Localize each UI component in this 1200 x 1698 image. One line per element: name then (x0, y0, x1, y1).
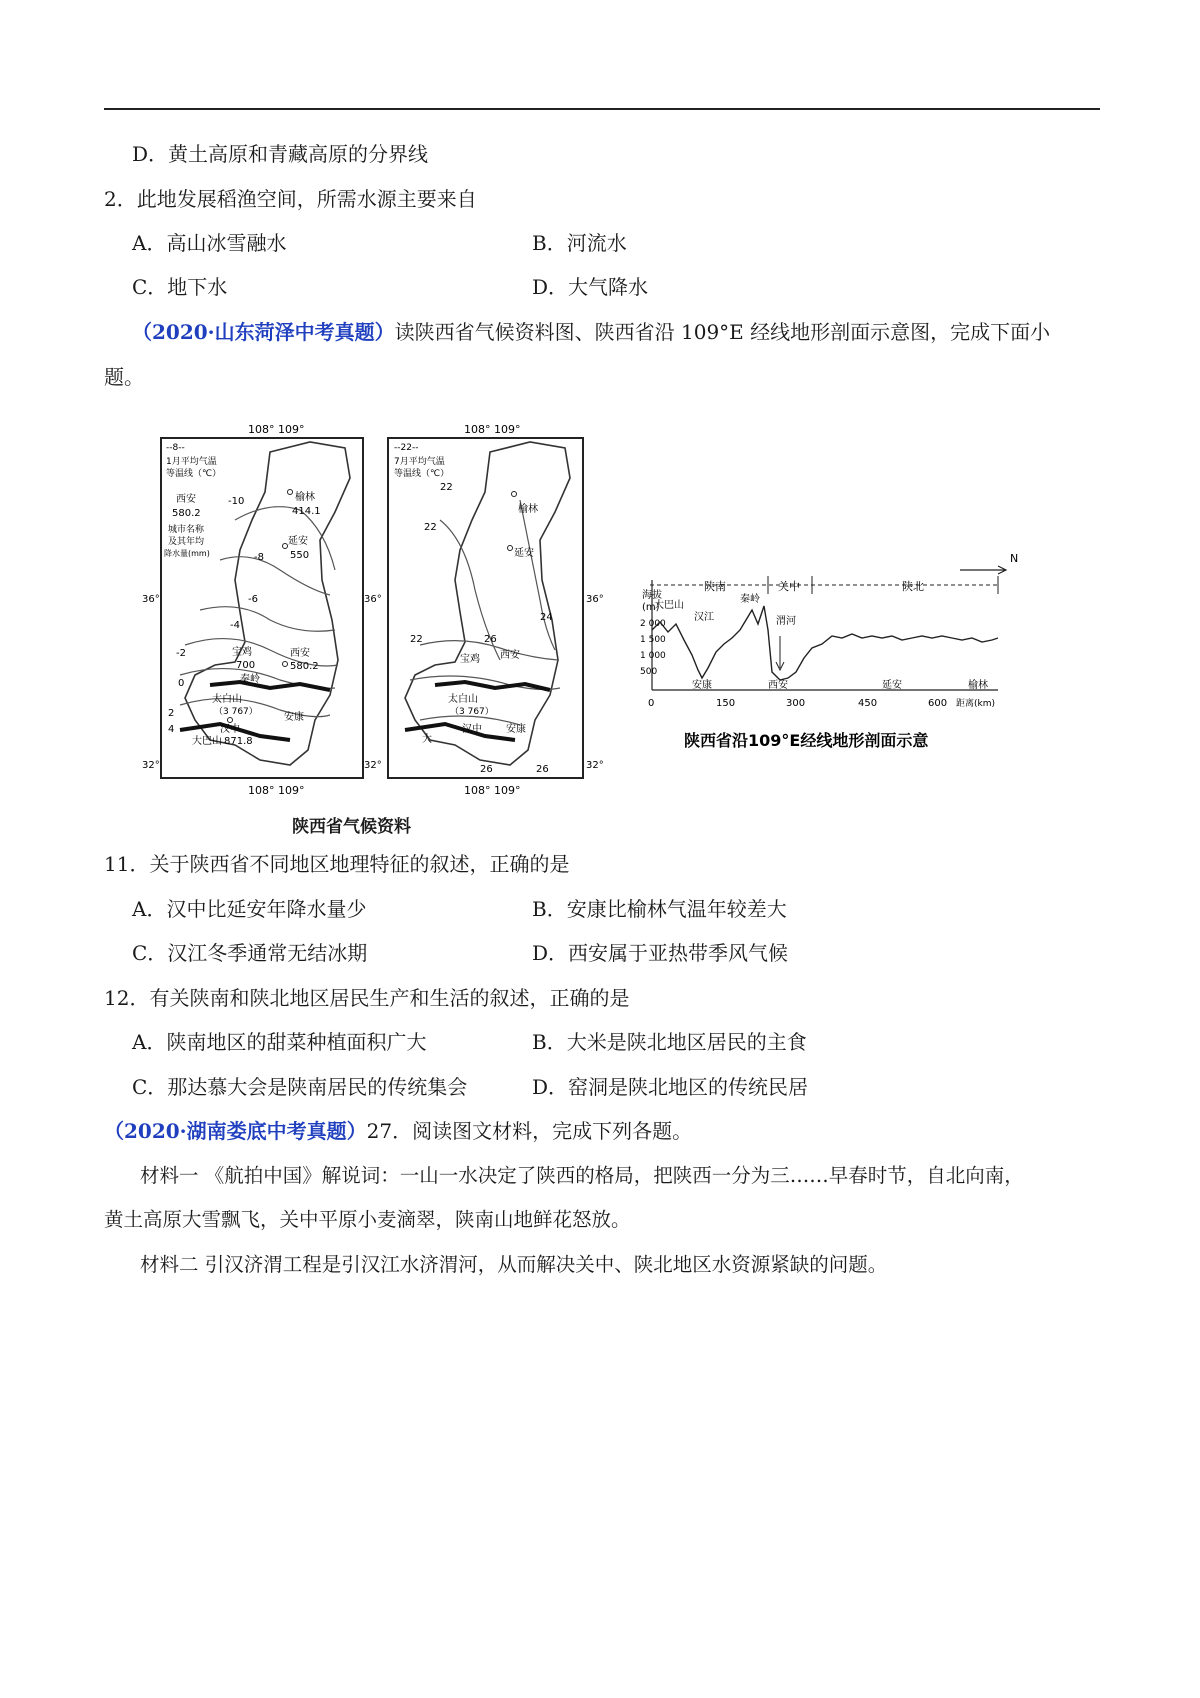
peak-hanjiang: 汉江 (694, 612, 714, 623)
y-tick-1500: 1 500 (640, 635, 666, 645)
map1-xian-p: 580.2 (290, 661, 319, 672)
map1-legend-city: 西安 (176, 494, 196, 505)
map1-baoji-p: 700 (236, 660, 256, 671)
map2-legend-title1: 7月平均气温 (394, 457, 445, 467)
q11-option-b: B．安康比榆林气温年较差大 (532, 897, 787, 921)
peak-daba: 大巴山 (654, 600, 684, 611)
intro1-line (132, 318, 1050, 346)
map1-legend-d1: 城市名称 (168, 525, 205, 535)
map1-qinling: 秦岭 (240, 674, 260, 685)
map1-lat32-left: 32° (142, 760, 160, 771)
iso-label-22-b: 22 (424, 522, 437, 533)
x-tick-0: 0 (648, 698, 655, 709)
map1-ankang: 安康 (284, 712, 304, 723)
q2-option-a: A．高山冰雪融水 (132, 231, 287, 255)
source-tag-2: （2020·湖南娄底中考真题） (104, 1119, 367, 1143)
iso-label-m10: -10 (228, 496, 245, 507)
x-tick-150: 150 (716, 698, 736, 709)
map2-yulin: 榆林 (518, 504, 538, 515)
map2-hanzhong: 汉中 (462, 724, 482, 735)
x-tick-450: 450 (858, 698, 878, 709)
july-temperature-map (380, 420, 625, 820)
map2-xian: 西安 (500, 650, 520, 661)
map2-ankang: 安康 (506, 724, 526, 735)
x-tick-600: 600 (928, 698, 948, 709)
map1-legend-val: 580.2 (172, 508, 201, 519)
iso-label-22-c: 22 (410, 634, 423, 645)
map1-legend-d2: 及其年均 (168, 537, 205, 547)
y-tick-1000: 1 000 (640, 651, 666, 661)
header-rule (104, 108, 1100, 110)
map1-hanzhong-p: 871.8 (224, 736, 253, 747)
iso-label-2: 2 (168, 708, 175, 719)
january-temperature-map (140, 420, 385, 820)
yulin-dot (288, 490, 293, 495)
map1-yanan-p: 550 (290, 550, 310, 561)
map1-lat36-left: 36° (142, 594, 160, 605)
iso-label-m4: -4 (230, 620, 240, 631)
map2-daba: 大 (422, 734, 432, 745)
climate-figure-caption: 陕西省气候资料 (292, 817, 411, 837)
map1-legend-d3: 降水量(mm) (164, 549, 210, 558)
map2-yanan: 延安 (514, 548, 534, 559)
map1-bottom-lons: 108° 109° (248, 784, 305, 797)
q2-option-b: B．河流水 (532, 231, 627, 255)
iso-label-24: 24 (540, 612, 553, 623)
peak-yulin: 榆林 (968, 680, 988, 691)
map1-yulin: 榆林 (295, 492, 315, 503)
q12-option-a: A．陕南地区的甜菜种植面积广大 (132, 1030, 427, 1054)
region-shaanbei: 陕北 (902, 580, 924, 593)
hanzhong-dot (228, 718, 233, 723)
material1-line2: 黄土高原大雪飘飞，关中平原小麦滴翠，陕南山地鲜花怒放。 (104, 1208, 631, 1231)
map1-taibai-h: （3 767） (214, 707, 258, 717)
peak-ankang: 安康 (692, 680, 712, 691)
map2-top-lons: 108° 109° (464, 423, 521, 436)
map2-baoji: 宝鸡 (460, 654, 480, 665)
iso-label-4: 4 (168, 724, 175, 735)
q11-option-a: A．汉中比延安年降水量少 (132, 897, 367, 921)
iso-label-m2: -2 (176, 648, 186, 659)
map2-lat36: 36° (586, 594, 604, 605)
intro2-line (104, 1117, 692, 1145)
map2-taibai: 太白山 (448, 694, 478, 705)
iso-label-26-c: 26 (536, 764, 549, 775)
profile-ylabel-2: (m) (642, 602, 660, 613)
map1-baoji: 宝鸡 (232, 647, 252, 658)
map2-legend-iso: --22-- (394, 443, 419, 453)
q11-stem: 11．关于陕西省不同地区地理特征的叙述，正确的是 (104, 852, 570, 876)
map1-hanzhong: 汉中 (220, 724, 240, 735)
map1-legend-title1: 1月平均气温 (166, 457, 217, 467)
map1-daba: 大巴山 (192, 736, 222, 747)
iso-label-0: 0 (178, 678, 185, 689)
x-tick-300: 300 (786, 698, 806, 709)
peak-weihe: 渭河 (776, 616, 796, 627)
isotherm-lines-july (410, 500, 560, 725)
map2-bottom-lons: 108° 109° (464, 784, 521, 797)
map2-lat32: 32° (586, 760, 604, 771)
y-tick-2000: 2 000 (640, 619, 666, 629)
q2-stem: 2．此地发展稻渔空间，所需水源主要来自 (104, 187, 477, 211)
peak-yanan: 延安 (882, 680, 902, 691)
q11-option-d: D．西安属于亚热带季风气候 (532, 941, 789, 965)
intro1-cont: 题。 (104, 365, 144, 389)
weihe-arrow (776, 636, 784, 670)
north-label: N (1010, 552, 1019, 565)
iso-label-26-a: 26 (484, 634, 497, 645)
q12-option-c: C．那达慕大会是陕南居民的传统集会 (132, 1075, 468, 1099)
yanan-dot (283, 544, 288, 549)
map1-top-lons: 108° 109° (248, 423, 305, 436)
q12-stem: 12．有关陕南和陕北地区居民生产和生活的叙述，正确的是 (104, 986, 630, 1010)
peak-xian: 西安 (768, 680, 788, 691)
x-unit: 距离(km) (956, 699, 996, 709)
map1-lat32-right: 32° (364, 760, 382, 771)
profile-ylabel-1: 海拔 (642, 590, 662, 601)
map1-lat36-right: 36° (364, 594, 382, 605)
map2-legend-title2: 等温线（℃） (394, 469, 450, 479)
material1-line1: 材料一 《航拍中国》解说词：一山一水决定了陕西的格局，把陕西一分为三……早春时节，自北向南， (140, 1164, 1024, 1187)
source-tag: （2020·山东菏泽中考真题） (132, 320, 395, 344)
q12-option-d: D．窑洞是陕北地区的传统民居 (532, 1075, 809, 1099)
map1-legend-iso: --8-- (166, 443, 185, 453)
region-shaannan: 陕南 (704, 580, 726, 593)
north-arrow (960, 566, 1006, 574)
peak-qinling: 秦岭 (740, 594, 760, 605)
q2-option-d: D．大气降水 (532, 275, 649, 299)
y-tick-500: 500 (640, 667, 658, 677)
map1-taibai: 太白山 (212, 694, 242, 705)
map2-taibai-h: （3 767） (450, 707, 494, 717)
terrain-profile-chart (640, 540, 1100, 760)
q2-option-c: C．地下水 (132, 275, 228, 299)
q12-option-b: B．大米是陕北地区居民的主食 (532, 1030, 807, 1054)
iso-label-m8: -8 (254, 552, 264, 563)
map1-yulin-p: 414.1 (292, 506, 321, 517)
profile-caption: 陕西省沿109°E经线地形剖面示意 (684, 731, 929, 750)
material2-line: 材料二 引汉济渭工程是引汉江水济渭河，从而解决关中、陕北地区水资源紧缺的问题。 (140, 1253, 888, 1276)
intro2-text: 27．阅读图文材料，完成下列各题。 (366, 1119, 693, 1143)
iso-label-26-b: 26 (480, 764, 493, 775)
q11-option-c: C．汉江冬季通常无结冰期 (132, 941, 368, 965)
map1-legend-title2: 等温线（℃） (166, 469, 222, 479)
prev-option-d: D．黄土高原和青藏高原的分界线 (132, 142, 429, 166)
map1-yanan: 延安 (288, 536, 308, 547)
region-guanzhong: 关中 (778, 580, 800, 593)
iso-label-m6: -6 (248, 594, 258, 605)
xian-dot (283, 662, 288, 667)
yulin-dot-july (512, 492, 517, 497)
yanan-dot-july (508, 546, 513, 551)
map1-xian: 西安 (290, 648, 310, 659)
iso-label-22-a: 22 (440, 482, 453, 493)
intro1-text: 读陕西省气候资料图、陕西省沿 109°E 经线地形剖面示意图，完成下面小 (394, 320, 1051, 344)
